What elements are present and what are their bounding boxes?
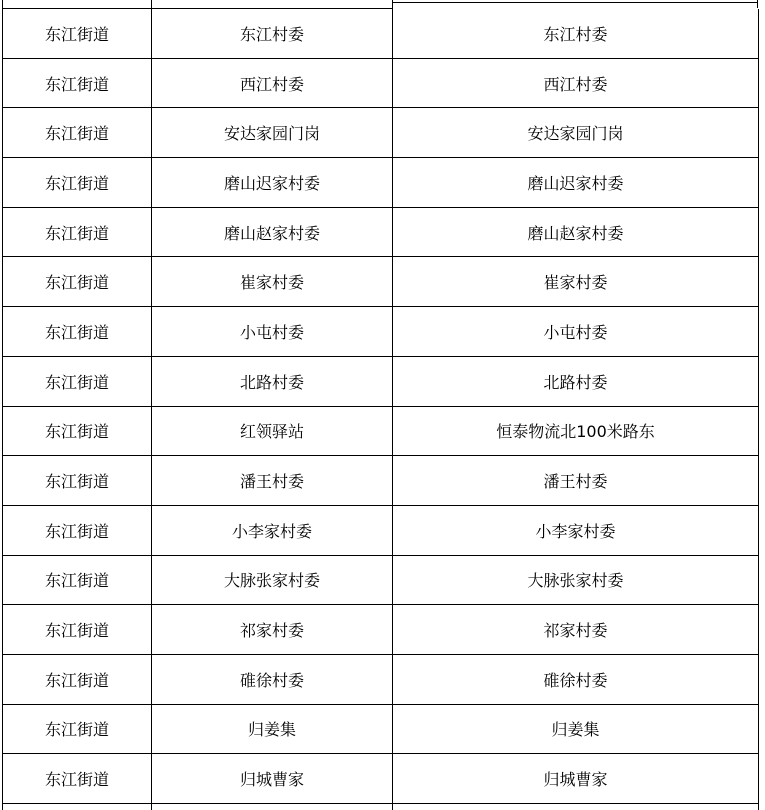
cell-name: 磨山迟家村委	[152, 158, 393, 208]
cell-name: 大脉张家村委	[152, 555, 393, 605]
cell-name: 西江村委	[152, 58, 393, 108]
cell-address: 归城曹家	[393, 754, 759, 804]
table-row	[3, 505, 759, 555]
cell-street: 东江街道	[3, 9, 152, 59]
cell-name: 归姜集	[152, 704, 393, 754]
cell-street: 东江街道	[3, 406, 152, 456]
cell-street: 东江街道	[3, 754, 152, 804]
table-row	[3, 58, 759, 108]
cell-street: 东江街道	[3, 158, 152, 208]
cell-address: 恒泰物流北100米路东	[393, 406, 759, 456]
cell-name: 磨山赵家村委	[152, 207, 393, 257]
partial-cell-address	[393, 804, 759, 810]
cell-name: 碓徐村委	[152, 654, 393, 704]
cell-name: 东江村委	[152, 9, 393, 59]
cell-street: 东江街道	[3, 456, 152, 506]
cell-address: 小屯村委	[393, 307, 759, 357]
cell-name: 归城曹家	[152, 754, 393, 804]
table-body	[3, 9, 759, 810]
cell-street: 东江街道	[3, 654, 152, 704]
cell-street: 东江街道	[3, 108, 152, 158]
partial-cell-name	[152, 804, 393, 810]
cell-name: 潘王村委	[152, 456, 393, 506]
cell-street: 东江街道	[3, 307, 152, 357]
street-directory-table	[2, 8, 759, 810]
cell-name: 崔家村委	[152, 257, 393, 307]
cell-name: 北路村委	[152, 356, 393, 406]
cell-address: 大脉张家村委	[393, 555, 759, 605]
cell-street: 东江街道	[3, 555, 152, 605]
cell-address: 崔家村委	[393, 257, 759, 307]
partial-table-row	[3, 804, 759, 810]
cell-street: 东江街道	[3, 207, 152, 257]
cell-address: 磨山迟家村委	[393, 158, 759, 208]
cell-address: 北路村委	[393, 356, 759, 406]
table-row	[3, 257, 759, 307]
cell-street: 东江街道	[3, 58, 152, 108]
table-row	[3, 158, 759, 208]
cell-address: 磨山赵家村委	[393, 207, 759, 257]
cell-street: 东江街道	[3, 356, 152, 406]
table-row	[3, 406, 759, 456]
table-row	[3, 605, 759, 655]
cell-address: 碓徐村委	[393, 654, 759, 704]
partial-cell-street	[3, 804, 152, 810]
cell-address: 西江村委	[393, 58, 759, 108]
cell-address: 潘王村委	[393, 456, 759, 506]
table-row	[3, 456, 759, 506]
table-row	[3, 704, 759, 754]
cell-name: 小屯村委	[152, 307, 393, 357]
table-row	[3, 108, 759, 158]
table-row	[3, 207, 759, 257]
table-row	[3, 754, 759, 804]
cell-address: 祁家村委	[393, 605, 759, 655]
table-row	[3, 356, 759, 406]
cell-street: 东江街道	[3, 257, 152, 307]
cell-name: 祁家村委	[152, 605, 393, 655]
table-border-offset-top-segment	[392, 2, 758, 3]
cell-address: 安达家园门岗	[393, 108, 759, 158]
cell-street: 东江街道	[3, 605, 152, 655]
cell-street: 东江街道	[3, 704, 152, 754]
cell-address: 东江村委	[393, 9, 759, 59]
cell-address: 归姜集	[393, 704, 759, 754]
table-row	[3, 307, 759, 357]
table-row	[3, 555, 759, 605]
cell-street: 东江街道	[3, 505, 152, 555]
cell-name: 红领驿站	[152, 406, 393, 456]
table-row	[3, 654, 759, 704]
table-border-col1-segment	[151, 0, 152, 8]
cell-name: 小李家村委	[152, 505, 393, 555]
table-border-left-segment	[2, 0, 3, 8]
cell-name: 安达家园门岗	[152, 108, 393, 158]
cell-address: 小李家村委	[393, 505, 759, 555]
table-row	[3, 9, 759, 59]
